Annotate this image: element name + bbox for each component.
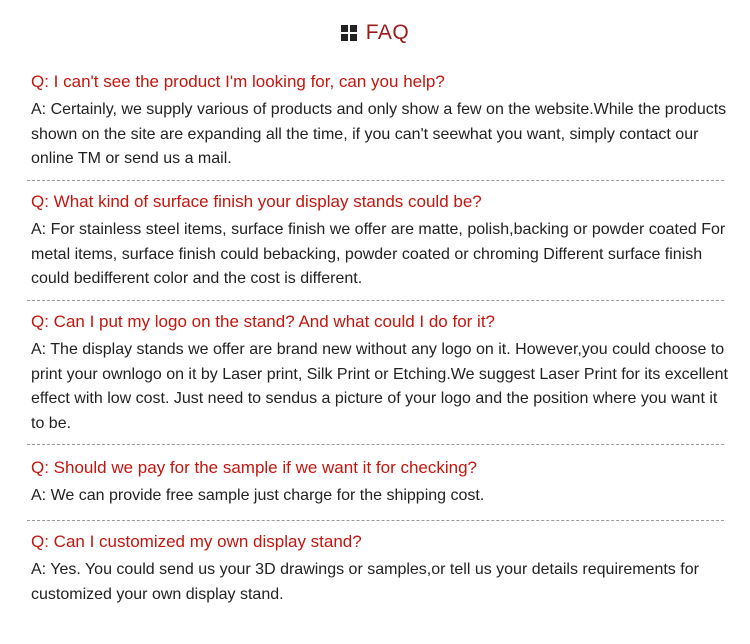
grid-icon [341, 25, 357, 41]
divider [27, 180, 724, 181]
page-title: FAQ [365, 21, 410, 44]
faq-question: Q: What kind of surface finish your display stands could be? [31, 192, 482, 211]
divider [27, 444, 724, 445]
faq-header [0, 18, 750, 48]
faq-item [31, 188, 731, 292]
faq-question: Q: Can I put my logo on the stand? And what could I do for it? [31, 312, 496, 331]
faq-item [31, 308, 731, 436]
faq-item [31, 454, 731, 509]
faq-header-inner [341, 21, 410, 45]
grid-icon-cell [341, 25, 348, 32]
divider [27, 300, 724, 301]
grid-icon-cell [350, 25, 357, 32]
faq-answer: A: Certainly, we supply various of products and only show a few on the website.While the products shown on the site are expanding all the time, if you can't seewhat you want, simply contact our online TM or send us a mail. [31, 101, 727, 167]
grid-icon-cell [341, 34, 348, 41]
faq-answer: A: We can provide free sample just charge for the shipping cost. [31, 487, 485, 504]
faq-answer: A: The display stands we offer are brand new without any logo on it. However,you could choose to print your ownlogo on it by Laser print, Silk Print or Etching.We suggest Laser Print for its excellent effect with low cost. Just need to sendus a picture of your logo and the position where you want it to be. [31, 341, 728, 432]
faq-question: Q: Can I customized my own display stand? [31, 532, 362, 551]
faq-answer: A: Yes. You could send us your 3D drawings or samples,or tell us your details requirements for customized your own display stand. [31, 561, 699, 603]
faq-question: Q: Should we pay for the sample if we want it for checking? [31, 458, 478, 477]
faq-question: Q: I can't see the product I'm looking for, can you help? [31, 72, 445, 91]
faq-answer: A: For stainless steel items, surface finish we offer are matte, polish,backing or powder coated For metal items, surface finish could bebacking, powder coated or chroming Different surface finish could bedifferent color and the cost is different. [31, 221, 726, 287]
faq-item [31, 528, 731, 607]
grid-icon-cell [350, 34, 357, 41]
faq-item [31, 68, 731, 180]
divider [27, 520, 724, 521]
